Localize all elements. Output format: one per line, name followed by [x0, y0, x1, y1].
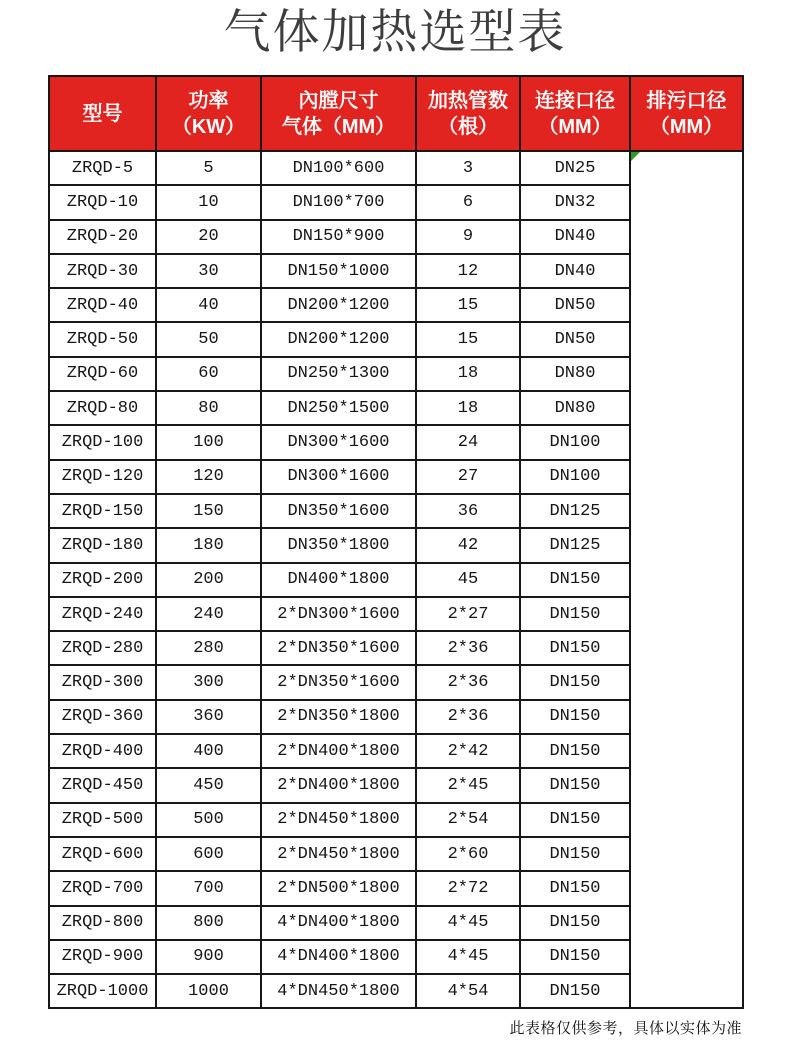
table-cell: 10 — [156, 185, 261, 219]
column-header-line: 连接口径 — [535, 89, 615, 112]
table-cell: ZRQD-700 — [49, 871, 156, 905]
table-cell: 18 — [416, 391, 520, 425]
table-cell: ZRQD-1000 — [49, 974, 156, 1008]
table-cell: 700 — [156, 871, 261, 905]
table-cell: 800 — [156, 906, 261, 940]
table-cell: 400 — [156, 734, 261, 768]
gas-heater-selection-table — [48, 75, 744, 1009]
table-cell: ZRQD-120 — [49, 460, 156, 494]
column-header-chamber-size — [261, 76, 416, 151]
table-cell: 2*45 — [416, 768, 520, 802]
table-cell: DN150*1000 — [261, 254, 416, 288]
table-cell: 42 — [416, 528, 520, 562]
table-cell: 9 — [416, 220, 520, 254]
table-cell: 2*DN350*1600 — [261, 665, 416, 699]
table-cell: DN250*1500 — [261, 391, 416, 425]
table-cell: 200 — [156, 563, 261, 597]
table-cell: 2*DN350*1600 — [261, 631, 416, 665]
table-cell: DN150 — [520, 631, 630, 665]
table-cell: DN300*1600 — [261, 460, 416, 494]
table-cell: 2*DN300*1600 — [261, 597, 416, 631]
table-cell: 5 — [156, 151, 261, 185]
table-cell: 450 — [156, 768, 261, 802]
column-header-power — [156, 76, 261, 151]
table-cell: 36 — [416, 494, 520, 528]
table-cell: ZRQD-80 — [49, 391, 156, 425]
table-cell: DN32 — [520, 185, 630, 219]
table-cell: DN40 — [520, 220, 630, 254]
table-cell: 4*DN450*1800 — [261, 974, 416, 1008]
table-cell: DN300*1600 — [261, 425, 416, 459]
column-header-line: 型号 — [82, 102, 123, 125]
table-cell: 2*DN350*1800 — [261, 700, 416, 734]
table-cell: 4*45 — [416, 906, 520, 940]
table-cell: 240 — [156, 597, 261, 631]
table-cell: ZRQD-30 — [49, 254, 156, 288]
table-cell: DN150 — [520, 906, 630, 940]
table-cell: DN50 — [520, 322, 630, 356]
table-cell: DN100*700 — [261, 185, 416, 219]
table-cell: DN80 — [520, 391, 630, 425]
table-cell: 280 — [156, 631, 261, 665]
table-cell: DN150 — [520, 768, 630, 802]
table-cell: 50 — [156, 322, 261, 356]
page-title: 气体加热选型表 — [223, 5, 567, 58]
table-cell: ZRQD-100 — [49, 425, 156, 459]
table-cell: DN100 — [520, 460, 630, 494]
table-cell: 60 — [156, 357, 261, 391]
table-cell: DN150 — [520, 871, 630, 905]
table-cell: 3 — [416, 151, 520, 185]
column-header-drain-diameter — [630, 76, 743, 151]
table-cell: 150 — [156, 494, 261, 528]
table-cell: DN150 — [520, 665, 630, 699]
table-cell: DN40 — [520, 254, 630, 288]
table-cell: ZRQD-150 — [49, 494, 156, 528]
table-cell: ZRQD-500 — [49, 803, 156, 837]
table-cell: ZRQD-60 — [49, 357, 156, 391]
table-cell: DN250*1300 — [261, 357, 416, 391]
table-cell: 4*54 — [416, 974, 520, 1008]
table-cell: ZRQD-5 — [49, 151, 156, 185]
table-cell: ZRQD-20 — [49, 220, 156, 254]
column-header-line: 排污口径 — [646, 89, 727, 112]
table-cell: DN125 — [520, 528, 630, 562]
table-cell: 180 — [156, 528, 261, 562]
table-cell: 100 — [156, 425, 261, 459]
green-corner-marker-icon — [631, 152, 640, 161]
table-cell: DN150 — [520, 563, 630, 597]
column-header-line: （根） — [438, 115, 498, 138]
column-header-tube-count — [416, 76, 520, 151]
table-cell: 2*DN500*1800 — [261, 871, 416, 905]
table-cell: 900 — [156, 940, 261, 974]
footnote: 此表格仅供参考，具体以实体为准 — [509, 1020, 742, 1037]
table-cell: 45 — [416, 563, 520, 597]
table-cell: ZRQD-180 — [49, 528, 156, 562]
table-cell: DN200*1200 — [261, 288, 416, 322]
table-cell: DN350*1600 — [261, 494, 416, 528]
column-header-line: （MM） — [649, 115, 724, 138]
table-cell: 300 — [156, 665, 261, 699]
column-header-line: （KW） — [171, 115, 246, 138]
table-cell: DN200*1200 — [261, 322, 416, 356]
drain-merged-cell — [630, 151, 743, 1008]
table-cell: DN150 — [520, 734, 630, 768]
column-header-line: （MM） — [538, 115, 612, 138]
table-cell: DN150*900 — [261, 220, 416, 254]
table-row — [49, 151, 743, 185]
table-cell: DN150 — [520, 837, 630, 871]
table-cell: DN150 — [520, 597, 630, 631]
table-cell: ZRQD-200 — [49, 563, 156, 597]
column-header-line: 加热管数 — [428, 89, 508, 112]
column-header-connection-diameter — [520, 76, 630, 151]
table-cell: 30 — [156, 254, 261, 288]
table-cell: 1000 — [156, 974, 261, 1008]
table-cell: DN150 — [520, 803, 630, 837]
header-row — [49, 76, 743, 151]
table-cell: 360 — [156, 700, 261, 734]
column-header-model — [49, 76, 156, 151]
table-cell: 2*27 — [416, 597, 520, 631]
table-cell: 2*DN400*1800 — [261, 768, 416, 802]
table-cell: DN25 — [520, 151, 630, 185]
column-header-line: 功率 — [188, 89, 229, 112]
table-cell: 120 — [156, 460, 261, 494]
table-cell: 80 — [156, 391, 261, 425]
table-cell: 2*DN400*1800 — [261, 734, 416, 768]
table-cell: 2*DN450*1800 — [261, 837, 416, 871]
table-cell: 24 — [416, 425, 520, 459]
table-cell: DN50 — [520, 288, 630, 322]
table-cell: 2*36 — [416, 665, 520, 699]
table-cell: DN350*1800 — [261, 528, 416, 562]
table-cell: 27 — [416, 460, 520, 494]
column-header-line: 內膛尺寸 — [298, 89, 379, 112]
table-cell: 18 — [416, 357, 520, 391]
table-cell: DN150 — [520, 700, 630, 734]
table-cell: 15 — [416, 288, 520, 322]
table-cell: ZRQD-450 — [49, 768, 156, 802]
table-cell: ZRQD-240 — [49, 597, 156, 631]
table-cell: DN150 — [520, 974, 630, 1008]
table-cell: 2*36 — [416, 700, 520, 734]
table-cell: DN125 — [520, 494, 630, 528]
table-cell: 6 — [416, 185, 520, 219]
table-cell: 600 — [156, 837, 261, 871]
table-cell: 2*54 — [416, 803, 520, 837]
table-cell: ZRQD-400 — [49, 734, 156, 768]
table-cell: DN80 — [520, 357, 630, 391]
table-cell: 500 — [156, 803, 261, 837]
table-cell: ZRQD-40 — [49, 288, 156, 322]
table-cell: 20 — [156, 220, 261, 254]
table-cell: 4*DN400*1800 — [261, 940, 416, 974]
column-header-line: 气体（MM） — [281, 115, 396, 138]
table-cell: 40 — [156, 288, 261, 322]
table-cell: ZRQD-900 — [49, 940, 156, 974]
table-cell: 15 — [416, 322, 520, 356]
table-cell: DN150 — [520, 940, 630, 974]
table-cell: 2*42 — [416, 734, 520, 768]
table-cell: ZRQD-50 — [49, 322, 156, 356]
table-cell: 4*DN400*1800 — [261, 906, 416, 940]
table-cell: 4*45 — [416, 940, 520, 974]
table-cell: ZRQD-300 — [49, 665, 156, 699]
table-cell: 2*72 — [416, 871, 520, 905]
table-cell: 2*36 — [416, 631, 520, 665]
table-cell: 2*60 — [416, 837, 520, 871]
table-cell: ZRQD-360 — [49, 700, 156, 734]
table-cell: DN100*600 — [261, 151, 416, 185]
table-cell: ZRQD-10 — [49, 185, 156, 219]
table-cell: 12 — [416, 254, 520, 288]
table-cell: ZRQD-280 — [49, 631, 156, 665]
table-cell: ZRQD-600 — [49, 837, 156, 871]
table-cell: DN100 — [520, 425, 630, 459]
table-cell: 2*DN450*1800 — [261, 803, 416, 837]
table-cell: ZRQD-800 — [49, 906, 156, 940]
table-cell: DN400*1800 — [261, 563, 416, 597]
